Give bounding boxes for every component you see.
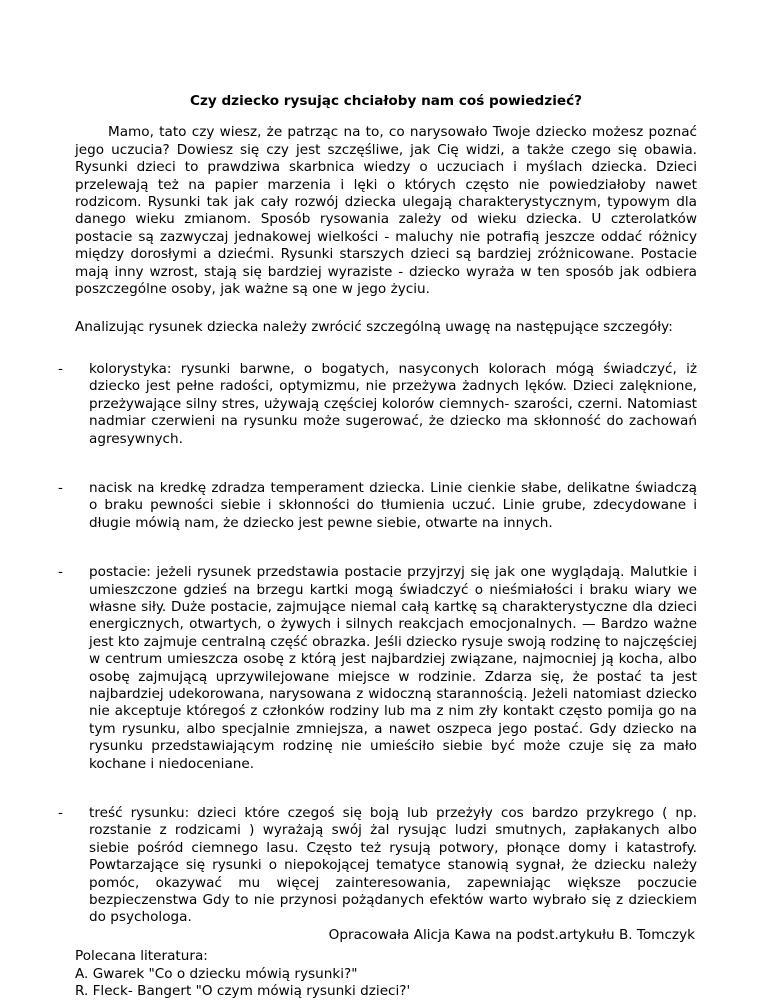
list-item-pressure [58, 479, 697, 532]
intro-paragraph: Mamo, tato czy wiesz, że patrząc na to, co narysowało Twoje dziecko możesz poznać jego uczucia? Dowiesz się czy jest szczęśliwe, jak Cię widzi, a także czego się obawia. Rysunki dzieci to prawdziwa skarbnica wiedzy o uczuciach i myślach dziecka. Dzieci przelewają też na papier marzenia i lęki o których często nie powiedziałoby nawet rodzicom. Rysunki tak jak cały rozwój dziecka ulegają charakterystycznym, typowym dla danego wieku zmianom. Sposób rysowania zależy od wieku dziecka. U czterolatków postacie są zazwyczaj jednakowej wielkości - maluchy nie potrafią jeszcze oddać różnicy między dorosłymi a dziećmi. Rysunki starszych dzieci są bardziej zróżnicowane. Postacie mają inny wzrost, stają się bardziej wyraziste - dziecko wyraża w ten sposób jak odbiera poszczególne osoby, jak ważne są one w jego życiu. [75, 124, 697, 298]
literature-entry: A. Gwarek "Co o dziecku mówią rysunki?" [75, 965, 358, 982]
list-item-figures [58, 564, 697, 773]
analysis-intro-paragraph: Analizując rysunek dziecka należy zwrócić szczególną uwagę na następujące szczegóły: [75, 319, 673, 336]
list-item-colors [58, 360, 697, 448]
author-signature: Opracowała Alicja Kawa na podst.artykułu B. Tomczyk [328, 926, 695, 943]
list-item-text: treść rysunku: dzieci które czegoś się boją lub przeżyły cos bardzo przykrego ( np. rozstanie z rodzicami ) wyrażają swój żal rysując ludzi smutnych, zapłakanych albo siebie pośród ciemnego lasu. Często też rysują potwory, płonące domy i katastrofy. Powtarzające się rysunki o niepokojącej tematyce stanowią sygnał, że dziecku należy pomóc, okazywać mu więcej zainteresowania, zapewniając większe poczucie bezpieczenstwa Gdy to nie przynosi pożądanych efektów warto wybrało się z dzieckiem do psychologa. [89, 805, 697, 926]
list-item-text: nacisk na kredkę zdradza temperament dziecka. Linie cienkie słabe, delikatne świadczą o braku pewności siebie i skłonności do tłumienia uczuć. Linie grube, zdecydowane i długie mówią nam, że dziecko jest pewne siebie, otwarte na innych. [89, 479, 697, 531]
list-dash: - [58, 564, 63, 581]
document-title: Czy dziecko rysując chciałoby nam coś powiedzieć? [189, 93, 583, 109]
list-item-text: postacie: jeżeli rysunek przedstawia postacie przyjrzyj się jak one wyglądają. Malutkie i umieszczone gdzieś na brzegu kartki mogą świadczyć o nieśmiałości i braku wiary we własne siły. Duże postacie, zajmujące niemal całą kartkę są charakterystyczne dla dzieci energicznych, otwartych, o żywych i silnych reakcjach emocjonalnych. — Bardzo ważne jest kto zajmuje centralną część obrazka. Jeśli dziecko rysuje swoją rodzinę to najczęściej w centrum umieszcza osobę z którą jest najbardziej związane, najmocniej ją kocha, albo osobę zajmującą uprzywilejowane miejsce w rodzinie. Zdarza się, że postać ta jest najbardziej udekorowana, narysowana z widoczną starannością. Jeżeli natomiast dziecko nie akceptuje któregoś z członków rodziny lub ma z nim zły kontakt często pomija go na tym rysunku, albo specjalnie zmniejsza, a nawet oszpeca jego postać. Gdy dziecko na rysunku przedstawiającym rodzinę nie umieściło siebie być może czuje się za mało kochane i niedoceniane. [89, 564, 697, 772]
list-dash: - [58, 360, 63, 377]
document-page [58, 93, 697, 1000]
list-item-content [58, 805, 697, 927]
literature-entry: R. Fleck- Bangert "O czym mówią rysunki dzieci?' [75, 983, 411, 1000]
literature-heading: Polecana literatura: [75, 948, 208, 965]
list-dash: - [58, 479, 63, 496]
list-dash: - [58, 805, 63, 821]
literature-section [75, 948, 697, 1000]
list-item-text: kolorystyka: rysunki barwne, o bogatych, nasyconych kolorach mógą świadczyć, iż dziecko jest pełne radości, optymizmu, nie przeżywa żadnych lęków. Dzieci zalęknione, przeżywające silny stres, używają częściej kolorów ciemnych- szarości, czerni. Natomiast nadmiar czerwieni na rysunku może sugerować, że dziecko ma skłonność do zachowań agresywnych. [89, 360, 697, 447]
